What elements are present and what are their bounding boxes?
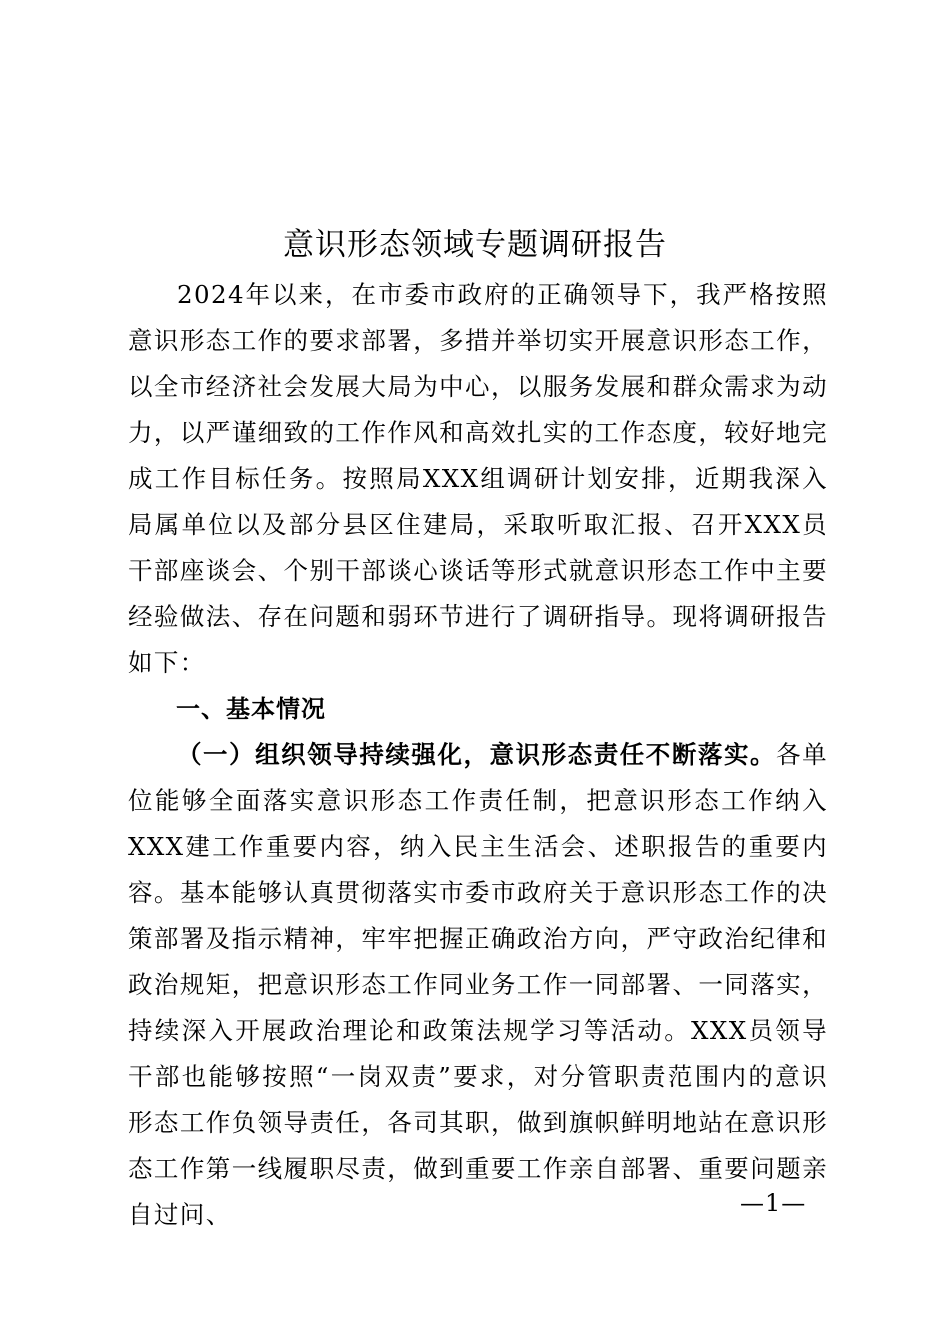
document-title: 意识形态领域专题调研报告	[283, 227, 667, 263]
intro-paragraph: 2024年以来，在市委市政府的正确领导下，我严格按照意识形态工作的要求部署，多措并举切实开展意识形态工作，以全市经济社会发展大局为中心，以服务发展和群众需求为动力，以严谨细致的工作作风和高效扎实的工作态度，较好地完成工作目标任务。按照局XXX组调研计划安排，近期我深入局属单位以及部分县区住建局，采取听取汇报、召开XXX员干部座谈会、个别干部谈心谈话等形式就意识形态工作中主要经验做法、存在问题和弱环节进行了调研指导。现将调研报告如下：	[128, 280, 828, 677]
subsection-body: 各单位能够全面落实意识形态工作责任制，把意识形态工作纳入XXX建工作重要内容，纳入民主生活会、述职报告的重要内容。基本能够认真贯彻落实市委市政府关于意识形态工作的决策部署及指示精神，牢牢把握正确政治方向，严守政治纪律和政治规矩，把意识形态工作同业务工作一同部署、一同落实，持续深入开展政治理论和政策法规学习等活动。XXX员领导干部也能够按照“一岗双责”要求，对分管职责范围内的意识形态工作负领导责任，各司其职，做到旗帜鲜明地站在意识形态工作第一线履职尽责，做到重要工作亲自部署、重要问题亲自过问、	[128, 740, 828, 1229]
subsection-heading: （一）组织领导持续强化，意识形态责任不断落实。	[177, 740, 777, 769]
section-heading-basic-situation: 一、基本情况	[176, 695, 326, 723]
document-body	[128, 272, 828, 1238]
subsection-paragraph	[128, 732, 828, 1238]
page-number: —1—	[740, 1189, 807, 1217]
